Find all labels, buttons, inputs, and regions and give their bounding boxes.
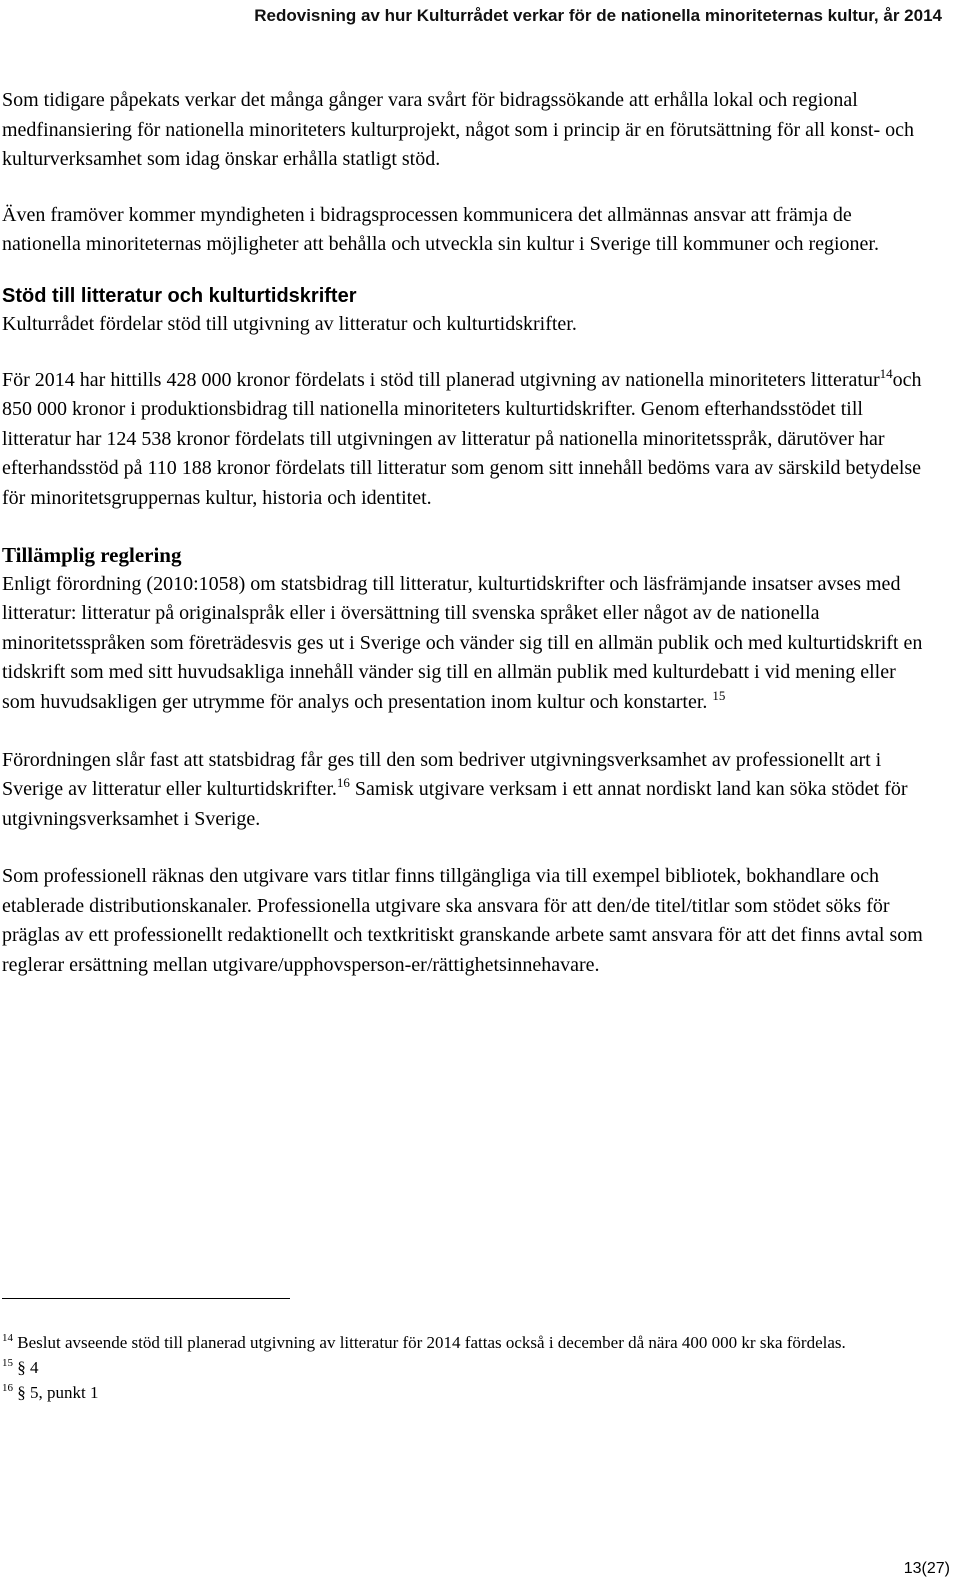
- paragraph-literature-support-intro: Kulturrådet fördelar stöd till utgivning av litteratur och kulturtidskrifter.: [2, 312, 577, 335]
- footnote-number: 14: [2, 1332, 13, 1344]
- paragraph-text: Samisk utgivare verksam i ett annat nordiskt land kan söka stödet för utgivningsverksamhet i Sverige.: [2, 778, 908, 830]
- paragraph-regulation-eligibility: [2, 746, 927, 835]
- paragraph-responsibility: Även framöver kommer myndigheten i bidragsprocessen kommunicera det allmännas ansvar att främja de nationella minoriteternas möjligheter att behålla och utveckla sin kultur i Sverige till kommuner och regioner.: [2, 203, 879, 256]
- footnote-number: 16: [2, 1382, 13, 1394]
- footnote-16: [2, 1380, 927, 1405]
- footnote-text: § 5, punkt 1: [17, 1383, 99, 1402]
- footnote-ref-16[interactable]: 16: [336, 775, 350, 791]
- running-header: Redovisning av hur Kulturrådet verkar för de nationella minoriteternas kultur, år 2014: [254, 6, 942, 25]
- document-body: [2, 86, 927, 981]
- footnote-text: Beslut avseende stöd till planerad utgivning av litteratur för 2014 fattas också i december då nära 400 000 kr ska fördelas.: [17, 1333, 846, 1352]
- paragraph-regulation-definition: [2, 570, 927, 718]
- paragraph-literature-amounts: [2, 366, 927, 514]
- paragraph-text: För 2014 har hittills 428 000 kronor fördelats i stöd till planerad utgivning av nationella minoriteters litteratur: [2, 368, 880, 391]
- paragraph-professional-publisher: Som professionell räknas den utgivare vars titlar finns tillgängliga via till exempel bibliotek, bokhandlare och etablerade distributionskanaler. Professionella utgivare ska ansvara för att den/de titel/titlar som stödet söks för präglas av ett professionellt redaktionellt och textkritiskt granskande arbete samt ansvara för att det finns avtal som reglerar ersättning mellan utgivare/upphovsperson-er/rättighetsinnehavare.: [2, 865, 923, 977]
- footnote-15: [2, 1355, 927, 1380]
- footnote-ref-15[interactable]: 15: [712, 687, 726, 703]
- page-number: 13(27): [903, 1560, 950, 1577]
- section-heading-literature-support: Stöd till litteratur och kulturtidskrifter: [2, 284, 357, 307]
- footnote-ref-14[interactable]: 14: [879, 365, 893, 381]
- footnotes: [2, 1330, 927, 1405]
- paragraph-text: och 850 000 kronor i produktionsbidrag till nationella minoriteters kulturtidskrifter. Genom efterhandsstödet till litteratur har 124 538 kronor fördelats till utgivningen av litteratur på nationella minoritetsspråk, därutöver har efterhandsstöd på 110 188 kronor fördelats till litteratur som genom sitt innehåll bedöms vara av särskild betydelse för minoritetsgruppernas kultur, historia och identitet.: [2, 368, 922, 509]
- paragraph-text: Enligt förordning (2010:1058) om statsbidrag till litteratur, kulturtidskrifter och läsfrämjande insatser avses med litteratur: litteratur på originalspråk eller i översättning till svenska språket eller något av de nationella minoritetsspråken som företrädesvis ges ut i Sverige och vänder sig till en allmän publik och med kulturtidskrift en tidskrift som med sitt huvudsakliga innehåll vänder sig till en allmän publik med kulturdebatt i vid mening eller som huvudsakligen ger utrymme för analys och presentation inom kultur och konstarter.: [2, 572, 923, 713]
- footnote-number: 15: [2, 1357, 13, 1369]
- footnote-divider: [2, 1298, 290, 1299]
- paragraph-text: Förordningen slår fast att statsbidrag får ges till den som bedriver utgivningsverksamhet av professionellt art i Sverige av litteratur eller kulturtidskrifter.: [2, 748, 882, 801]
- section-heading-regulation: Tillämplig reglering: [2, 542, 182, 567]
- footnote-14: [2, 1330, 927, 1355]
- footnote-text: § 4: [17, 1358, 39, 1377]
- paragraph-cofinancing: Som tidigare påpekats verkar det många gånger vara svårt för bidragssökande att erhålla lokal och regional medfinansiering för nationella minoriteters kulturprojekt, något som i princip är en förutsättning för all konst- och kulturverksamhet som idag önskar erhålla statligt stöd.: [2, 89, 914, 171]
